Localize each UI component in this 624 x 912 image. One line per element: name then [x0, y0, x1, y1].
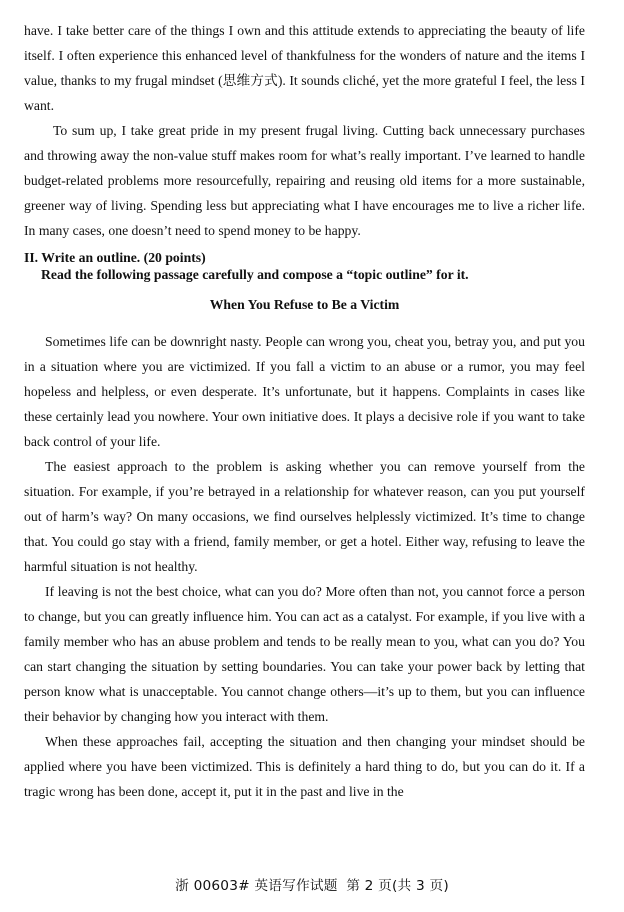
- footer-page-info: 第 2 页(共 3 页): [346, 878, 449, 894]
- passage-paragraph: If leaving is not the best choice, what can you do? More often than not, you cannot force a person to change, but you can greatly influence him. You can act as a catalyst. For example, if you live with a family member who has an abuse problem and tends to be really mean to you, what can you do? You can start changing the situation by setting boundaries. You can take your power back by letting that person know what is unacceptable. You cannot change others—it’s up to them, but you can influence their behavior by changing how you interact with them.: [24, 584, 585, 724]
- essay-paragraph-conclusion: To sum up, I take great pride in my present frugal living. Cutting back unnecessary purchases and throwing away the non-value stuff makes room for what’s really important. I’ve learned to handle budget-related problems more resourcefully, repairing and reusing old items for a more sustainable, greener way of living. Spending less but appreciating what I have encourages me to live a richer life. In many cases, one doesn’t need to spend money to be happy.: [24, 123, 585, 238]
- section-instruction: Read the following passage carefully and compose a “topic outline” for it.: [41, 267, 469, 282]
- section-heading: II. Write an outline. (20 points): [24, 250, 206, 265]
- passage-paragraph: When these approaches fail, accepting the situation and then changing your mindset should be applied where you have been victimized. This is definitely a hard thing to do, but you can do it. If a tragic wrong has been done, accept it, put it in the past and live in the: [24, 734, 585, 799]
- passage-title: When You Refuse to Be a Victim: [209, 297, 400, 312]
- passage-paragraph: Sometimes life can be downright nasty. People can wrong you, cheat you, betray you, and put you in a situation where you are victimized. If you fall a victim to an abuse or a rumor, you may feel hopeless and helpless, or even desperate. It’s unfortunate, but it happens. Complaints in cases like these certainly lead you nowhere. Your own initiative does. It plays a decisive role if you want to take back control of your life.: [24, 334, 585, 449]
- footer-exam-code: 浙 00603# 英语写作试题: [175, 878, 338, 894]
- exam-page: [24, 18, 585, 804]
- passage-paragraph: The easiest approach to the problem is asking whether you can remove yourself from the situation. For example, if you’re betrayed in a relationship for whatever reason, can you put yourself out of harm’s way? On many occasions, we find ourselves helplessly victimized. It’s time to change that. You could go stay with a friend, family member, or get a hotel. Either way, refusing to leave the harmful situation is not healthy.: [24, 459, 585, 574]
- page-footer: [0, 874, 624, 894]
- essay-paragraph-continuation: have. I take better care of the things I own and this attitude extends to appreciating the beauty of life itself. I often experience this enhanced level of thankfulness for the wonders of nature and the items I value, thanks to my frugal mindset (思维方式). It sounds cliché, yet the more grateful I feel, the less I want.: [24, 23, 585, 113]
